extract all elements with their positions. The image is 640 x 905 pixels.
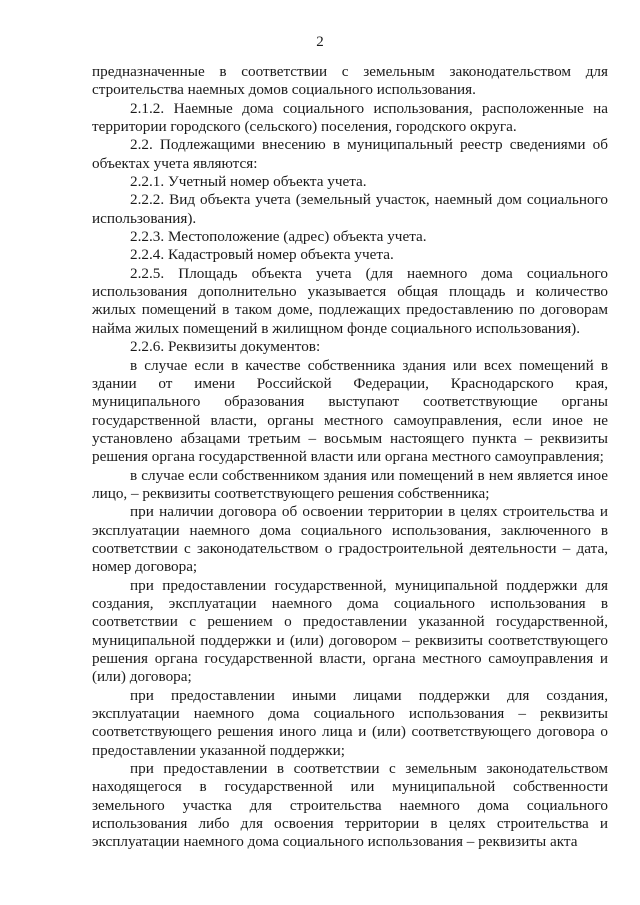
paragraph: при предоставлении государственной, муниципальной поддержки для создания, эксплуатации наемного дома социального использования в соответствии с решением о предоставлении указанной государственной, муниципальной поддержки и (или) договором – реквизиты соответствующего решения органа государственной власти, органа местного самоуправления и (или) договора;	[92, 576, 608, 686]
page-number: 2	[316, 34, 324, 50]
paragraph: 2.2.3. Местоположение (адрес) объекта учета.	[130, 228, 427, 246]
paragraph: 2.2. Подлежащими внесению в муниципальный реестр сведениями об объектах учета являются:	[92, 136, 608, 172]
paragraph: в случае если в качестве собственника здания или всех помещений в здании от имени Российской Федерации, Краснодарского края, муниципального образования выступают соответствующие органы государственной власти, органы местного самоуправления, если иное не установлено абзацами третьим – восьмым настоящего пункта – реквизиты решения органа государственной власти или органа местного самоуправления;	[92, 356, 608, 466]
paragraph: в случае если собственником здания или помещений в нем является иное лицо, – реквизиты соответствующего решения собственника;	[92, 466, 608, 502]
paragraph: 2.2.6. Реквизиты документов:	[130, 338, 321, 356]
paragraph: 2.1.2. Наемные дома социального использования, расположенные на территории городского (сельского) поселения, городского округа.	[92, 99, 608, 136]
paragraph: при предоставлении иными лицами поддержки для создания, эксплуатации наемного дома социального использования – реквизиты соответствующего решения иного лица и (или) соответствующего договора о предоставлении указанной поддержки;	[92, 686, 608, 759]
paragraph: 2.2.5. Площадь объекта учета (для наемного дома социального использования дополнительно указывается общая площадь и количество жилых помещений в таком доме, подлежащих предоставлению по договорам найма жилых помещений в жилищном фонде социального использования).	[92, 264, 608, 337]
paragraph: предназначенные в соответствии с земельным законодательством для строительства наемных домов социального использования.	[92, 63, 608, 99]
paragraph: 2.2.4. Кадастровый номер объекта учета.	[130, 246, 394, 264]
paragraph: 2.2.1. Учетный номер объекта учета.	[130, 173, 367, 191]
paragraph: 2.2.2. Вид объекта учета (земельный участок, наемный дом социального использования).	[92, 191, 608, 227]
paragraph: при наличии договора об освоении территории в целях строительства и эксплуатации наемного дома социального использования, заключенного в соответствии с законодательством о градостроительной деятельности – дата, номер договора;	[92, 503, 608, 576]
paragraph: при предоставлении в соответствии с земельным законодательством находящегося в государственной или муниципальной собственности земельного участка для строительства наемного дома социального использования либо для освоения территории в целях строительства и эксплуатации наемного дома социального использования – реквизиты акта	[92, 760, 608, 851]
document-body	[92, 63, 608, 852]
